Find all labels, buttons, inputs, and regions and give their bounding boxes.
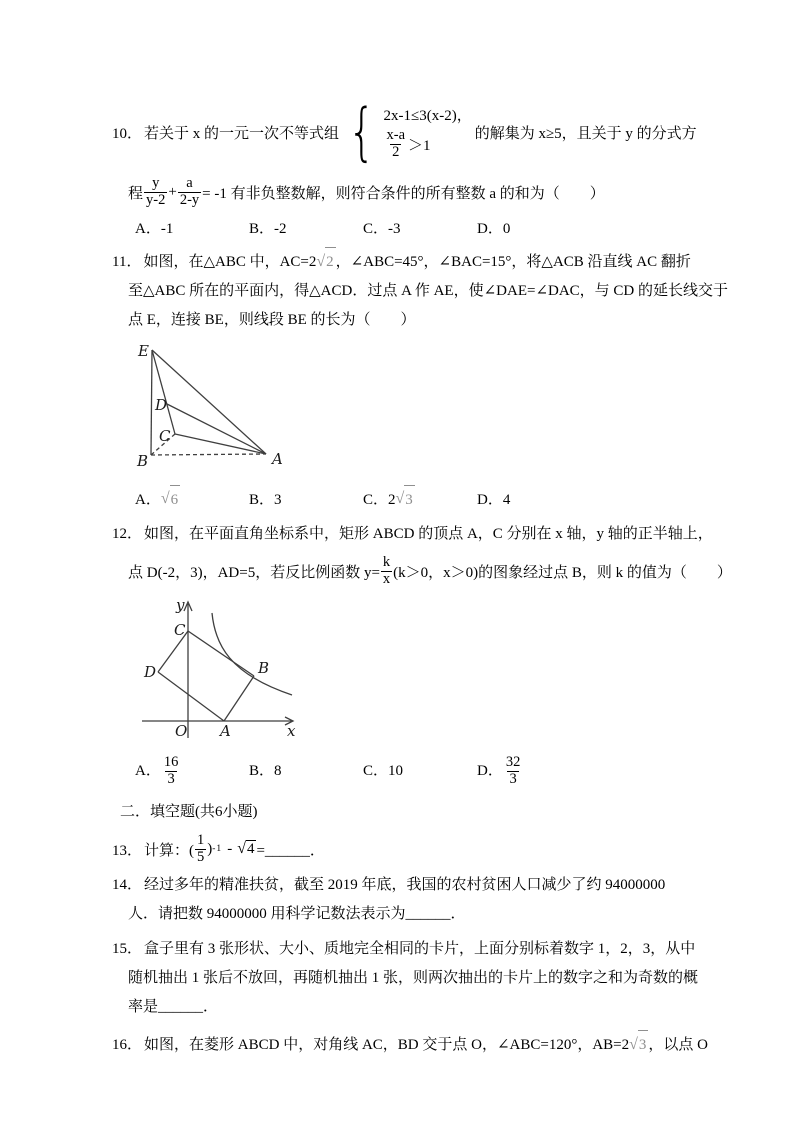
system-rows xyxy=(383,104,471,161)
point-label-B: B xyxy=(258,659,270,677)
system-brace: { xyxy=(347,95,376,168)
option-a: A．-1 xyxy=(135,221,174,237)
question-14-line-1 xyxy=(112,871,716,900)
question-12-line-2 xyxy=(112,549,732,593)
question-16 xyxy=(112,1030,716,1060)
close-paren: ) xyxy=(207,840,213,857)
sqrt-expression: √ 4 xyxy=(237,840,255,857)
question-12 xyxy=(112,520,732,794)
question-12-line-2-suffix: (k＞0，x＞0)的图象经过点 B，则 k 的值为（ ） xyxy=(393,564,732,581)
fraction: $\frac{16}{3}$ xyxy=(163,753,179,787)
sqrt-expression: √ 2 xyxy=(316,247,335,277)
point-label-A: A xyxy=(272,450,283,468)
question-11-text: 如图，在△ABC 中，AC=2 xyxy=(143,253,317,270)
question-11-number: 11． xyxy=(112,253,142,270)
question-16-number: 16． xyxy=(112,1036,143,1053)
system-row-2-inequality: ＞1 xyxy=(408,137,431,154)
point-label-D: D xyxy=(144,663,157,681)
question-10 xyxy=(112,95,716,243)
minus-sign: - xyxy=(227,840,233,857)
coordinate-figure xyxy=(137,596,302,743)
axis-label-x: x xyxy=(287,722,296,740)
question-11-options xyxy=(112,485,716,514)
question-13-blank: =______． xyxy=(256,842,325,859)
question-14-text: 经过多年的精准扶贫，截至 2019 年底，我国的农村贫困人口减少了约 94000000 xyxy=(144,877,666,893)
question-11-line-2: 至△ABC 所在的平面内，得△ACD．过点 A 作 AE，使∠DAE=∠DAC，与 CD 的延长线交于 xyxy=(128,283,729,299)
option-c: C．2 √ 3 xyxy=(363,485,477,514)
segment-EC xyxy=(152,350,175,434)
question-13 xyxy=(112,827,716,871)
plus-sign: + xyxy=(168,183,177,200)
question-15-text: 盒子里有 3 张形状、大小、质地完全相同的卡片，上面分别标着数字 1，2，3，从中 xyxy=(144,941,696,957)
option-a: A． √ 6 xyxy=(135,485,249,514)
option-b: B．-2 xyxy=(249,221,287,237)
question-10-lead-text: 若关于 x 的一元一次不等式组 xyxy=(144,125,340,142)
question-10-options xyxy=(112,215,716,243)
radical-sign: √ xyxy=(629,1036,638,1053)
question-12-line-1 xyxy=(112,520,716,549)
option-d: D． $\frac{32}{3}$ xyxy=(477,753,521,787)
question-12-number: 12． xyxy=(112,526,143,542)
question-14-line-2: 人．请把数 94000000 用科学记数法表示为______． xyxy=(128,906,466,922)
option-c: C．10 xyxy=(363,763,404,779)
inequality-system xyxy=(342,96,472,168)
question-14-number: 14． xyxy=(112,877,143,893)
question-13-prefix: 计算：( xyxy=(144,842,195,859)
option-d: D．4 xyxy=(477,491,511,508)
question-10-line-1 xyxy=(112,95,716,169)
point-label-D: D xyxy=(155,396,168,414)
fraction: $\frac{x-a}{2}$ xyxy=(386,126,405,160)
question-15 xyxy=(112,935,716,1022)
fraction: $\frac{k}{x}$ xyxy=(382,553,391,587)
section-2-header: 二．填空题(共6小题) xyxy=(120,804,258,820)
segment-DA xyxy=(167,404,266,454)
exponent: -1 xyxy=(212,844,223,854)
figure-12 xyxy=(137,596,716,743)
question-11-line-3: 点 E，连接 BE，则线段 BE 的长为（ ） xyxy=(128,312,416,328)
option-b: B．3 xyxy=(249,491,282,508)
option-a: A． $\frac{16}{3}$ xyxy=(135,753,179,787)
sqrt-expression: √ 3 xyxy=(629,1030,648,1060)
question-11 xyxy=(112,247,729,514)
point-label-C: C xyxy=(174,621,186,639)
question-12-text: 如图，在平面直角坐标系中，矩形 ABCD 的顶点 A，C 分别在 x 轴，y 轴的正半轴上， xyxy=(144,526,713,542)
question-14 xyxy=(112,871,716,929)
question-10-line-2-suffix: = -1 有非负整数解，则符合条件的所有整数 a 的和为（ ） xyxy=(202,185,605,202)
system-row-2 xyxy=(383,128,430,161)
question-10-number: 10． xyxy=(112,125,143,142)
sqrt-expression: √ 3 xyxy=(396,485,415,514)
option-d: D．0 xyxy=(477,221,511,237)
fraction: $\frac{a}{2-y}$ xyxy=(179,174,200,208)
question-11-line-1 xyxy=(112,247,716,277)
radical-sign: √ xyxy=(160,490,170,507)
rect-edge-AB xyxy=(224,676,254,721)
rect-edge-DA xyxy=(158,672,224,721)
fraction: $\frac{y}{y-2}$ xyxy=(146,174,166,208)
question-15-number: 15． xyxy=(112,941,143,957)
point-label-E: E xyxy=(138,342,149,360)
segment-CA xyxy=(175,434,266,454)
segment-EB xyxy=(151,350,152,455)
question-11-text: ，∠ABC=45°，∠BAC=15°，将△ACB 沿直线 AC 翻折 xyxy=(335,253,691,270)
question-12-line-2-prefix: 点 D(-2，3)，AD=5，若反比例函数 y= xyxy=(128,564,380,581)
question-15-line-3: 率是______． xyxy=(128,999,219,1015)
fraction: $\frac{1}{5}$ xyxy=(197,831,205,865)
hyperbola-curve xyxy=(212,613,292,695)
fraction: $\frac{32}{3}$ xyxy=(505,753,521,787)
triangle-fold-figure xyxy=(130,340,362,482)
option-b: B．8 xyxy=(249,763,282,779)
question-10-line-2-prefix: 程 xyxy=(128,185,144,202)
radical-sign: √ xyxy=(316,253,326,270)
segment-BA-dashed xyxy=(151,454,266,455)
question-10-after-text: 的解集为 x≥5，且关于 y 的分式方 xyxy=(474,125,697,142)
question-15-line-1 xyxy=(112,935,716,964)
question-16-text: 如图，在菱形 ABCD 中，对角线 AC，BD 交于点 O，∠ABC=120°，AB=2 xyxy=(144,1036,630,1053)
radical-sign: √ xyxy=(237,840,246,857)
question-12-options xyxy=(112,748,716,794)
point-label-B: B xyxy=(137,452,149,470)
rect-edge-BC xyxy=(188,631,254,676)
question-15-line-2: 随机抽出 1 张后不放回，再随机抽出 1 张，则两次抽出的卡片上的数字之和为奇数的概 xyxy=(128,970,699,986)
point-label-C: C xyxy=(159,427,171,445)
sqrt-expression: √ 6 xyxy=(161,485,180,514)
question-13-number: 13． xyxy=(112,842,143,859)
figure-11 xyxy=(130,340,716,482)
radical-sign: √ xyxy=(395,490,405,507)
system-row-1: 2x-1≤3(x-2)， xyxy=(383,107,472,124)
point-label-A: A xyxy=(220,722,231,740)
axis-label-y: y xyxy=(176,596,185,614)
option-c: C．-3 xyxy=(363,221,401,237)
question-10-line-2 xyxy=(112,169,716,215)
origin-label-O: O xyxy=(175,722,188,740)
question-16-text-end: ，以点 O xyxy=(648,1036,708,1053)
